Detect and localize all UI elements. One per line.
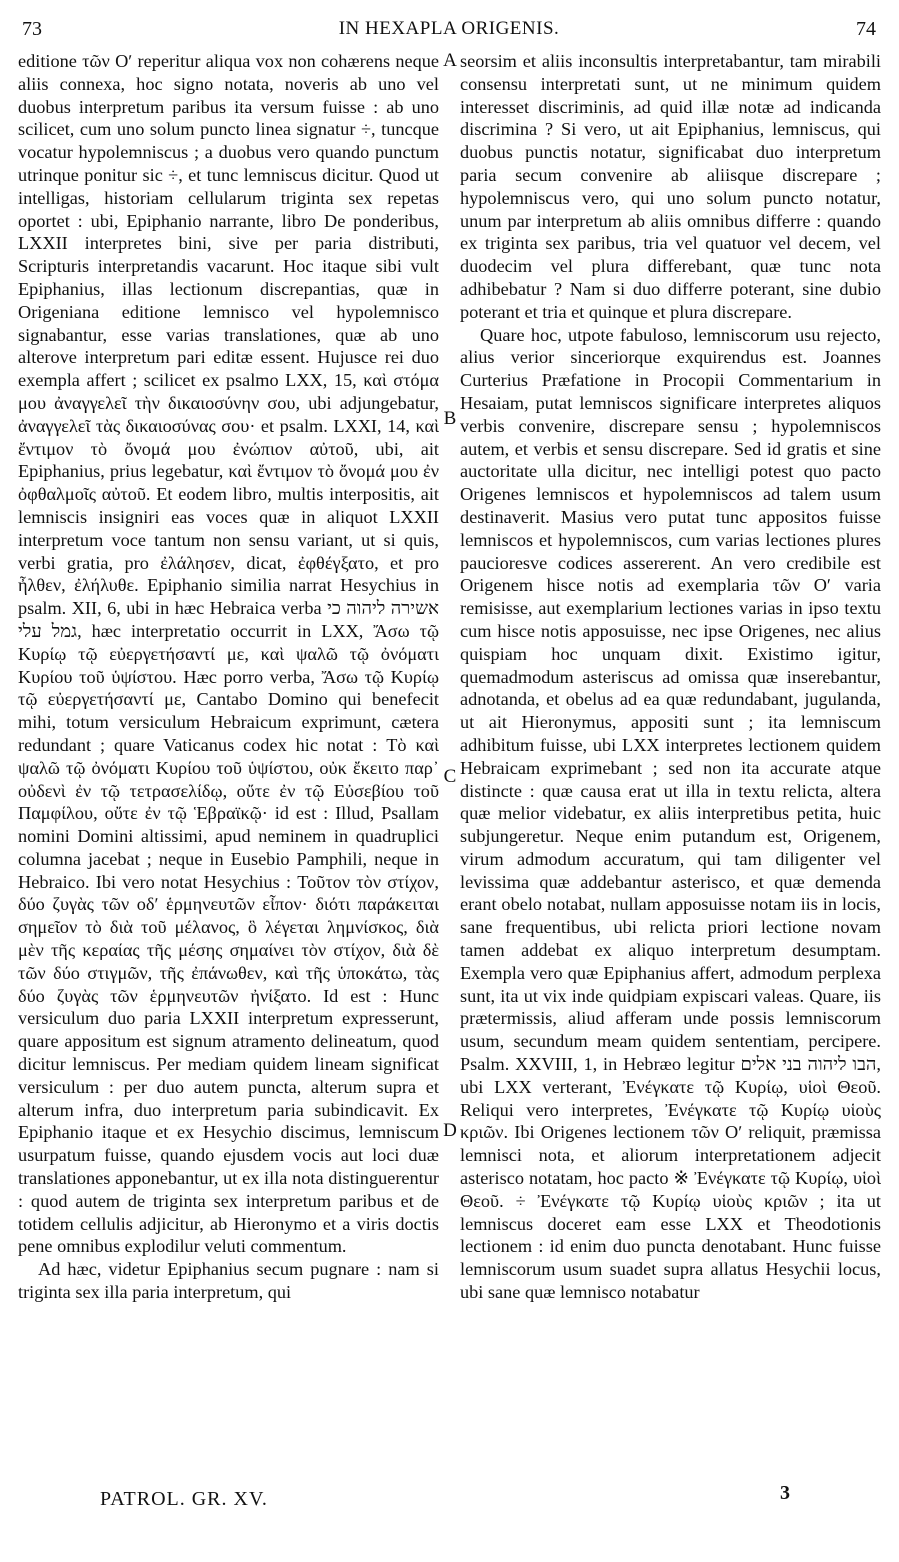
margin-marker-d: D <box>443 1120 457 1141</box>
page-number-left: 73 <box>22 18 42 40</box>
left-paragraph-1: editione τῶν Οʹ reperitur aliqua vox non cohærens neque aliis connexa, hoc signo notata, noveris ab uno vel duobus interpretum paribus ita versum fuisse : ab uno scilicet, cum uno solum puncto linea signatur ÷, tuncque vocatur hypolemniscus ; a duobus vero quando punctum utrinque ponitur sic ÷, et tunc lemniscus dicitur. Quod ut intelligas, historiam cellularum triginta sex repetas oportet : ubi, Epiphanio narrante, libro De ponderibus, LXXII interpretes bini, sive per paria distributi, Scripturis interpretandis vacarunt. Hoc itaque sibi vult Epiphanius, illas lectionum discrepantias, quæ in Origeniana editione lemnisco vel hypolemnisco signabantur, esse varias translationes, quæ ab uno alterove interpretum pari editæ essent. Hujusce rei duo exempla affert ; scilicet ex psalmo LXX, 15, καὶ στόμα μου ἀναγγελεῖ τὴν δικαιοσύνην σου, ubi adjungebatur, ἀναγγελεῖ τὰς δικαιοσύνας σου· et psalm. LXXI, 14, καὶ ἔντιμον τὸ ὄνομά μου ἐνώπιον αὐτοῦ, ubi, ait Epiphanius, prius legebatur, καὶ ἔντιμον τὸ ὄνομά μου ἐν ὀφθαλμοῖς αὐτοῦ. Et eodem libro, multis interpositis, ait lemniscis insigniri eas voces quæ in aliquot LXXII interpretum voce tantum non sensu variant, ut si quis, verbi gratia, pro ἐλάλησεν, dicat, ἐφθέγξατο, et pro ἦλθεν, ἐλήλυθε. Epiphanio similia narrat Hesychius in psalm. XII, 6, ubi in hæc Hebraica verba אשירה ליהוה כי גמל עלי, hæc interpretatio occurrit in LXX, Ἄσω τῷ Κυρίῳ τῷ εὐεργετήσαντί με, καὶ ψαλῶ τῷ ὀνόματι Κυρίου τοῦ ὑψίστου. Hæc porro verba, Ἄσω τῷ Κυρίῳ τῷ εὐεργετήσαντί με, Cantabo Domino qui benefecit mihi, totum versiculum Hebraicum exprimunt, cætera redundant ; quare Vaticanus codex hic notat : Τὸ καὶ ψαλῶ τῷ ὀνόματι Κυρίου τοῦ ὑψίστου, οὐκ ἔκειτο παρ᾽ οὐδενὶ ἐν τῷ τετρασελίδῳ, οὔτε ἐν τῷ Εὐσεβίου τοῦ Παμφίλου, οὔτε ἐν τῷ Ἑβραϊκῷ· id est : Illud, Psallam nomini Domini altissimi, apud neminem in quadruplici columna jacebat ; neque in Eusebio Pamphili, neque in Hebraico. Ibi vero notat Hesychius : Τοῦτον τὸν στίχον, δύο ζυγὰς τῶν οδʹ ἑρμηνευτῶν εἶπον· διότι παράκειται σημεῖον τὸ διὰ τοῦ μέλανος, ὃ λέγεται λημνίσκος, διὰ μὲν τῆς κεραίας τῆς μέσης σημαίνει τὸν στίχον, διὰ δὲ τῶν δύο στιγμῶν, τῆς ἐπάνωθεν, καὶ τῆς ὑποκάτω, τὰς δύο ζυγὰς τῶν ἑρμηνευτῶν ἠνίξατο. Id est : Hunc versiculum duo paria LXXII interpretum expresserunt, quare appositum est signum atramento delineatum, quod dicitur lemniscus. Per mediam quidem lineam significat versiculum : per duo autem puncta, alterum supra et alterum infra, duo interpretum paria subindicavit. Ex Epiphanio itaque et ex Hesychio discimus, lemniscum usurpatum fuisse, quando ejusdem vocis aut loci duæ translationes apponebantur, ut ex illa nota distinguerentur : quod autem de triginta sex interpretum paribus et de totidem cellulis adjicitur, ab Hieronymo et a viris doctis pene omnibus explodilur veluti commentum. <box>18 51 439 1257</box>
right-column <box>460 50 881 1450</box>
footer-gathering-number: 3 <box>780 1482 790 1504</box>
margin-marker-a: A <box>443 50 457 71</box>
left-paragraph-2: Ad hæc, videtur Epiphanius secum pugnare : nam si triginta sex illa paria interpretum, qui <box>18 1259 439 1303</box>
footer-signature: PATROL. GR. XV. <box>100 1488 268 1510</box>
right-paragraph-1: seorsim et aliis inconsultis interpretabantur, tam mirabili consensu interpretati sunt, ut ne minimum quidem interesset discriminis, ad quid illæ notæ ad indicanda discrimina ? Si vero, ut ait Epiphanius, lemniscus, qui duobus punctis notatur, significabat duo interpretum paria secum convenire ab aliisque discrepare ; hypolemniscus vero, qui uno solum puncto notatur, unum par interpretum ab aliis omnibus differre : quando ex triginta sex paribus, tria vel quatuor vel decem, vel duodecim vel plura differebant, quæ tunc nota adhibebatur ? Nam si duo differre poterant, sine dubio poterant et tria et quinque et plura discrepare. <box>460 51 881 322</box>
running-header <box>18 18 880 44</box>
margin-marker-c: C <box>443 766 457 787</box>
right-paragraph-2: Quare hoc, utpote fabuloso, lemniscorum usu rejecto, alius verior sinceriorque exquirendus est. Joannes Curterius Præfatione in Procopii Commentarium in Hesaiam, putat lemniscos significare interpretes aliquos verbis convenire, discrepare sensu ; hypolemniscos autem, et verbis et sensu discrepare. Sed id gratis et sine auctoritate ulla dicitur, nec intelligi potest quo pacto Origenes lemniscos et hypolemniscos ad talem usum destinaverit. Masius vero putat tunc appositos fuisse lemniscos et hypolemniscos, cum varias lectiones plures paucioresve codices assererent. An vero credibile est Origenem hisce notis ad exemplaria τῶν Οʹ varia remisisse, aut exemplarium lectiones varias in ipso textu cum hisce notis apposuisse, nec ipse Origenes, nec alius quispiam hoc unquam dixit. Existimo igitur, quemadmodum asteriscus ad omissa quæ inserebantur, adnotanda, et obelus ad ea quæ redundabant, jugulanda, ut ait Hieronymus, appositi sunt ; ita lemniscum adhibitum fuisse, ubi LXX interpretes lectionem quidem Hebraicam exprimebant ; sed non ita accurate atque distincte : quæ causa erat ut illa in textu relicta, altera quæ melior videbatur, ex aliis interpretibus petita, huic subjungeretur. Neque enim putandum est, Origenem, virum admodum accuratum, qui tam diligenter vel levissima quæ addebantur asterisco, et quæ demenda erant obelo notabat, nullam apposuisse notam iis in locis, sane frequentibus, ubi relicta priori lectione novam tamen addebat ex aliquo interpretum desumptam. Exempla vero quæ Epiphanius affert, admodum perplexa sunt, ita ut vix inde quidpiam expiscari valeas. Quare, iis prætermissis, aliud afferam unde possis lemniscorum usum, secundum meam quidem sententiam, percipere. Psalm. XXVIII, 1, in Hebræo legitur הבו ליהוה בני אלים, ubi LXX verterant, Ἐνέγκατε τῷ Κυρίῳ, υἱοὶ Θεοῦ. Reliqui vero interpretes, Ἐνέγκατε τῷ Κυρίῳ υἱοὺς κριῶν. Ibi Origenes lectionem τῶν Οʹ reliquit, præmissa lemnisci nota, et aliorum interpretationem adjecit asterisco notatam, hoc pacto ※ Ἐνέγκατε τῷ Κυρίῳ, υἱοὶ Θεοῦ. ÷ Ἐνέγκατε τῷ Κυρίῳ υἱοὺς κριῶν ; ita ut lemniscus doceret eam esse LXX et Theodotionis lectionem : id enim duo puncta denotabant. Hunc fuisse lemniscorum usum suadet supra allatus Hesychii locus, ubi sane quæ lemnisco notabatur <box>460 324 881 1303</box>
running-title: IN HEXAPLA ORIGENIS. <box>338 18 560 39</box>
page-number-right: 74 <box>856 18 876 40</box>
margin-marker-b: B <box>443 408 457 429</box>
left-column <box>18 50 439 1450</box>
